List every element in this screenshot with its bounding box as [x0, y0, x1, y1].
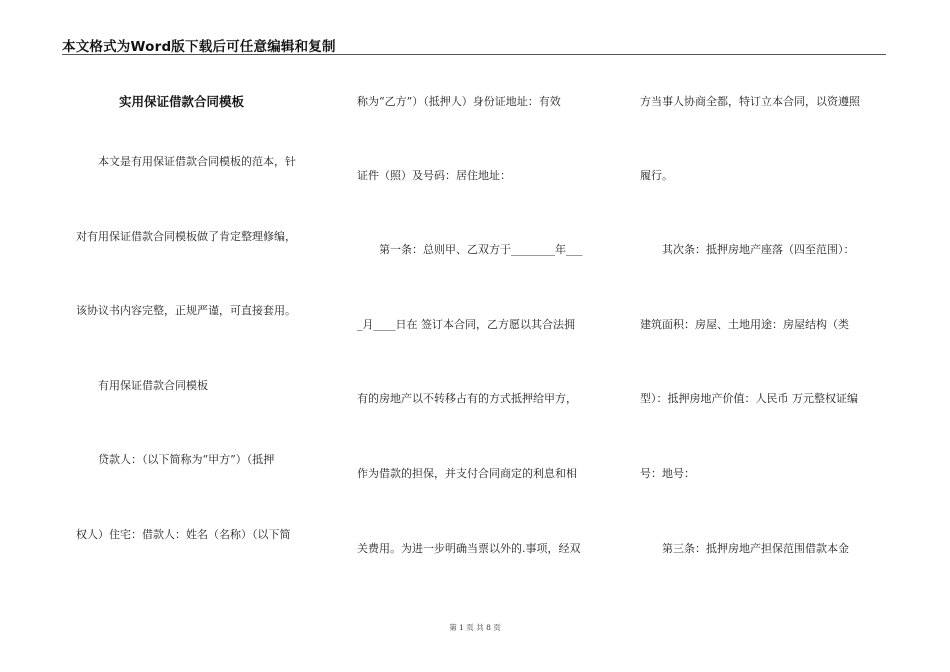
- text-column-2: [357, 0, 609, 672]
- paragraph-line: 有的房地产以不转移占有的方式抵押给甲方，: [357, 392, 577, 405]
- document-title: 实用保证借款合同模板: [119, 94, 245, 109]
- paragraph-line: 证件（照）及号码：居住地址：: [357, 169, 511, 182]
- paragraph-line: 该协议书内容完整，正规严谨，可直接套用。: [76, 304, 296, 317]
- paragraph-line: 号：地号：: [640, 467, 695, 480]
- header-text: 本文格式为Word版下载后可任意编辑和复制: [62, 39, 336, 55]
- paragraph-line: 型）：抵押房地产价值：人民币 万元整权证编: [640, 392, 858, 405]
- paragraph-line: 本文是有用保证借款合同模板的范本，针: [98, 155, 296, 168]
- text-column-1: [76, 0, 328, 672]
- paragraph-line: 贷款人：（以下简称为“甲方”）（抵押: [98, 453, 275, 466]
- paragraph-line: 建筑面积：房屋、土地用途：房屋结构（类: [640, 318, 849, 331]
- paragraph-line: 有用保证借款合同模板: [98, 379, 208, 392]
- text-column-3: [640, 0, 892, 672]
- paragraph-line: 第三条：抵押房地产担保范围借款本金: [662, 542, 849, 555]
- paragraph-line: 方当事人协商全都，特订立本合同，以资遵照: [640, 95, 860, 108]
- paragraph-line: 对有用保证借款合同模板做了肯定整理修编，: [76, 230, 296, 243]
- paragraph-line: _月____日在 签订本合同，乙方愿以其合法拥: [357, 318, 575, 331]
- paragraph-line: 关费用。为进一步明确当票以外的.事项，经双: [357, 542, 581, 555]
- paragraph-line: 其次条：抵押房地产座落（四至范围）：: [662, 243, 855, 256]
- paragraph-line: 权人）住宅：借款人：姓名（名称）（以下简: [76, 528, 291, 541]
- paragraph-line: 作为借款的担保，并支付合同商定的利息和相: [357, 467, 577, 480]
- paragraph-line: 称为“乙方”）（抵押人）身份证地址：有效: [357, 95, 561, 108]
- paragraph-line: 第一条：总则甲、乙双方于________年___: [379, 243, 583, 256]
- page-number-footer: 第 1 页 共 8 页: [449, 623, 501, 632]
- paragraph-line: 履行。: [640, 169, 673, 182]
